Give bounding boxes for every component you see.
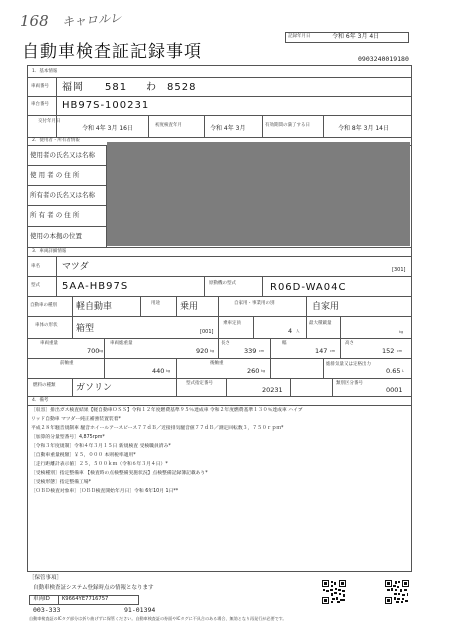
remarks-line: 平成２８年騒音規制車 騒音ホイールアースピース７７ｄＢ／近接排気騒音値７７ｄＢ／測定回転数３，７５０ｒｐｍ* [31, 426, 284, 431]
section-basic-info: 1．基本情報 [32, 69, 58, 74]
disclaimer-text: 自動車検査証のICタグ部分は折り曲げずに保管ください。自動車検査証の券面やICタグに不具合のある場合、無効となり再発行が必要です。 [29, 616, 287, 621]
height-unit: cm [397, 349, 403, 353]
vehicle-id-value: K9664YE7716757 [62, 596, 109, 602]
section-vehicle-details: 3．車両詳細情報 [32, 249, 67, 254]
weight-unit: kg [99, 349, 104, 353]
front-axle-label: 前軸重 [60, 361, 74, 366]
model-value: 5AA-HB97S [62, 281, 129, 292]
left-code: 003-333 [33, 606, 61, 614]
weight-value: 700 [87, 347, 100, 355]
remarks-line: ［受検形態］指定整備工場* [31, 480, 91, 485]
handwritten-number: 168 [20, 12, 49, 30]
capacity-label: 乗車定員 [223, 321, 241, 326]
remarks-line: ［走行距離計表示値］２５，５００ｋｍ（令和６年３月４日）* [31, 462, 168, 467]
section-owner-info: 2．使用者・所有者情報 [32, 138, 80, 143]
use-label: 用途 [151, 301, 160, 306]
length-label: 長さ [221, 341, 230, 346]
remarks-line: ［収容］排出ガス検査結果【軽自動車ＯＳＳ】令和１２年度燃費基準９５％達成車 令和２年度燃費基準１３０％達成車 ハイブ [31, 408, 303, 413]
front-axle-unit: kg [166, 369, 171, 373]
registration-label: 車両番号 [31, 84, 49, 89]
expiry-label: 有効期間の満了する日 [265, 123, 310, 128]
car-type-value: 軽自動車 [76, 302, 113, 312]
registration-number: 8528 [167, 82, 197, 93]
gross-weight-value: 920 [196, 347, 209, 355]
notice-text: 自動車検査証システム登録時点の情報となります [33, 585, 154, 591]
owner-row-label: 使用の本拠の位置 [30, 232, 82, 240]
displacement-label: 総排気量又は定格出力 [326, 362, 371, 367]
remarks-line: ［ＯＢＤ検査対象車］［ＯＢＤ検査開始年月日］令和 6年10月 1日** [31, 489, 179, 494]
body-value: 箱型 [76, 324, 95, 334]
first-inspection-label: 初度検査年月 [155, 123, 182, 128]
owner-row-label: 使 用 者 の 住 所 [30, 171, 80, 179]
maker-code: [301] [392, 267, 406, 273]
issue-date-row-value: 令和 4年 3月 16日 [82, 125, 133, 132]
engine-value: R06D-WA04C [270, 282, 347, 293]
right-code: 91-01394 [124, 606, 156, 614]
height-value: 152 [382, 347, 395, 355]
owner-row-label: 所 有 者 の 住 所 [30, 211, 80, 219]
max-load-unit: kg [399, 330, 404, 334]
width-value: 147 [315, 347, 328, 355]
redaction-block [107, 142, 410, 246]
qr-code-right [385, 580, 409, 604]
engine-label: 原動機の型式 [209, 281, 236, 286]
spec-number-value: 20231 [262, 386, 283, 394]
fuel-label: 燃料の種類 [33, 383, 56, 388]
rear-axle-value: 260 [247, 367, 260, 375]
rear-axle-label: 後軸重 [210, 361, 224, 366]
width-unit: cm [330, 349, 336, 353]
car-type-label: 自動車の種別 [30, 303, 57, 308]
remarks-line: ［受検種別］指定整備車 【検査時の点検整備実施状況】点検整備記録簿記載あり* [31, 471, 208, 476]
maker-value: マツダ [62, 262, 89, 272]
vehicle-id-label: 車両ID [33, 596, 50, 602]
remarks-line: リッド自動車 マツダー純正補強装置装着* [31, 417, 121, 422]
issue-date-row-label: 交付年月日 [38, 119, 61, 124]
document-title: 自動車検査証記録事項 [22, 42, 202, 62]
use-value: 乗用 [180, 302, 199, 312]
registration-region: 福岡 [62, 82, 84, 93]
displacement-unit: L [402, 369, 404, 373]
length-value: 339 [244, 347, 257, 355]
document-number: 0903240019180 [358, 55, 409, 63]
owner-row-label: 所有者の氏名又は名称 [30, 191, 95, 199]
business-label: 自家用・事業用の別 [234, 301, 275, 306]
qr-code-left [322, 580, 346, 604]
owner-row-label: 使用者の氏名又は名称 [30, 151, 95, 159]
registration-class: 581 [105, 82, 128, 93]
expiry-value: 令和 8年 3月 14日 [338, 125, 389, 132]
gross-weight-unit: kg [210, 349, 215, 353]
weight-label: 車両重量 [40, 341, 58, 346]
handwritten-name: キャロルレ [61, 10, 123, 30]
chassis-value: HB97S-100231 [62, 100, 150, 111]
width-label: 幅 [282, 341, 287, 346]
capacity-value: 4 [288, 327, 293, 335]
remarks-line: ［自動車重量税額］￥５，０００ 本則税率適用* [31, 453, 136, 458]
length-unit: cm [259, 349, 265, 353]
issue-date-value: 令和 6年 3月 4日 [332, 33, 380, 40]
rear-axle-unit: kg [261, 369, 266, 373]
registration-kana: わ [146, 82, 157, 93]
model-label: 型式 [31, 283, 40, 288]
height-label: 高さ [345, 341, 354, 346]
body-label: 車体の形状 [35, 323, 58, 328]
section-remarks: 4．備考 [32, 398, 49, 403]
issue-date-label: 記録年月日 [288, 34, 311, 39]
first-inspection-value: 令和 4年 3月 [210, 125, 246, 132]
body-code: [001] [200, 329, 214, 335]
gross-weight-label: 車両総重量 [110, 341, 133, 346]
notice-title: ［保管事項］ [29, 575, 63, 581]
front-axle-value: 440 [152, 367, 165, 375]
business-value: 自家用 [312, 302, 340, 312]
max-load-label: 最大積載量 [309, 321, 332, 326]
fuel-value: ガソリン [76, 383, 113, 393]
category-value: 0001 [386, 386, 403, 394]
displacement-value: 0.65 [386, 367, 401, 375]
category-label: 類別区分番号 [336, 381, 363, 386]
chassis-label: 車台番号 [31, 102, 49, 107]
remarks-line: ［加算的分量型番号］4,875rpm* [31, 435, 105, 440]
capacity-unit: 人 [296, 329, 300, 333]
spec-number-label: 型式指定番号 [186, 381, 213, 386]
remarks-line: ［令和３年度規制］令和４年３月１５日 新規検査 受検職員済み* [31, 444, 171, 449]
maker-label: 車名 [31, 264, 40, 269]
